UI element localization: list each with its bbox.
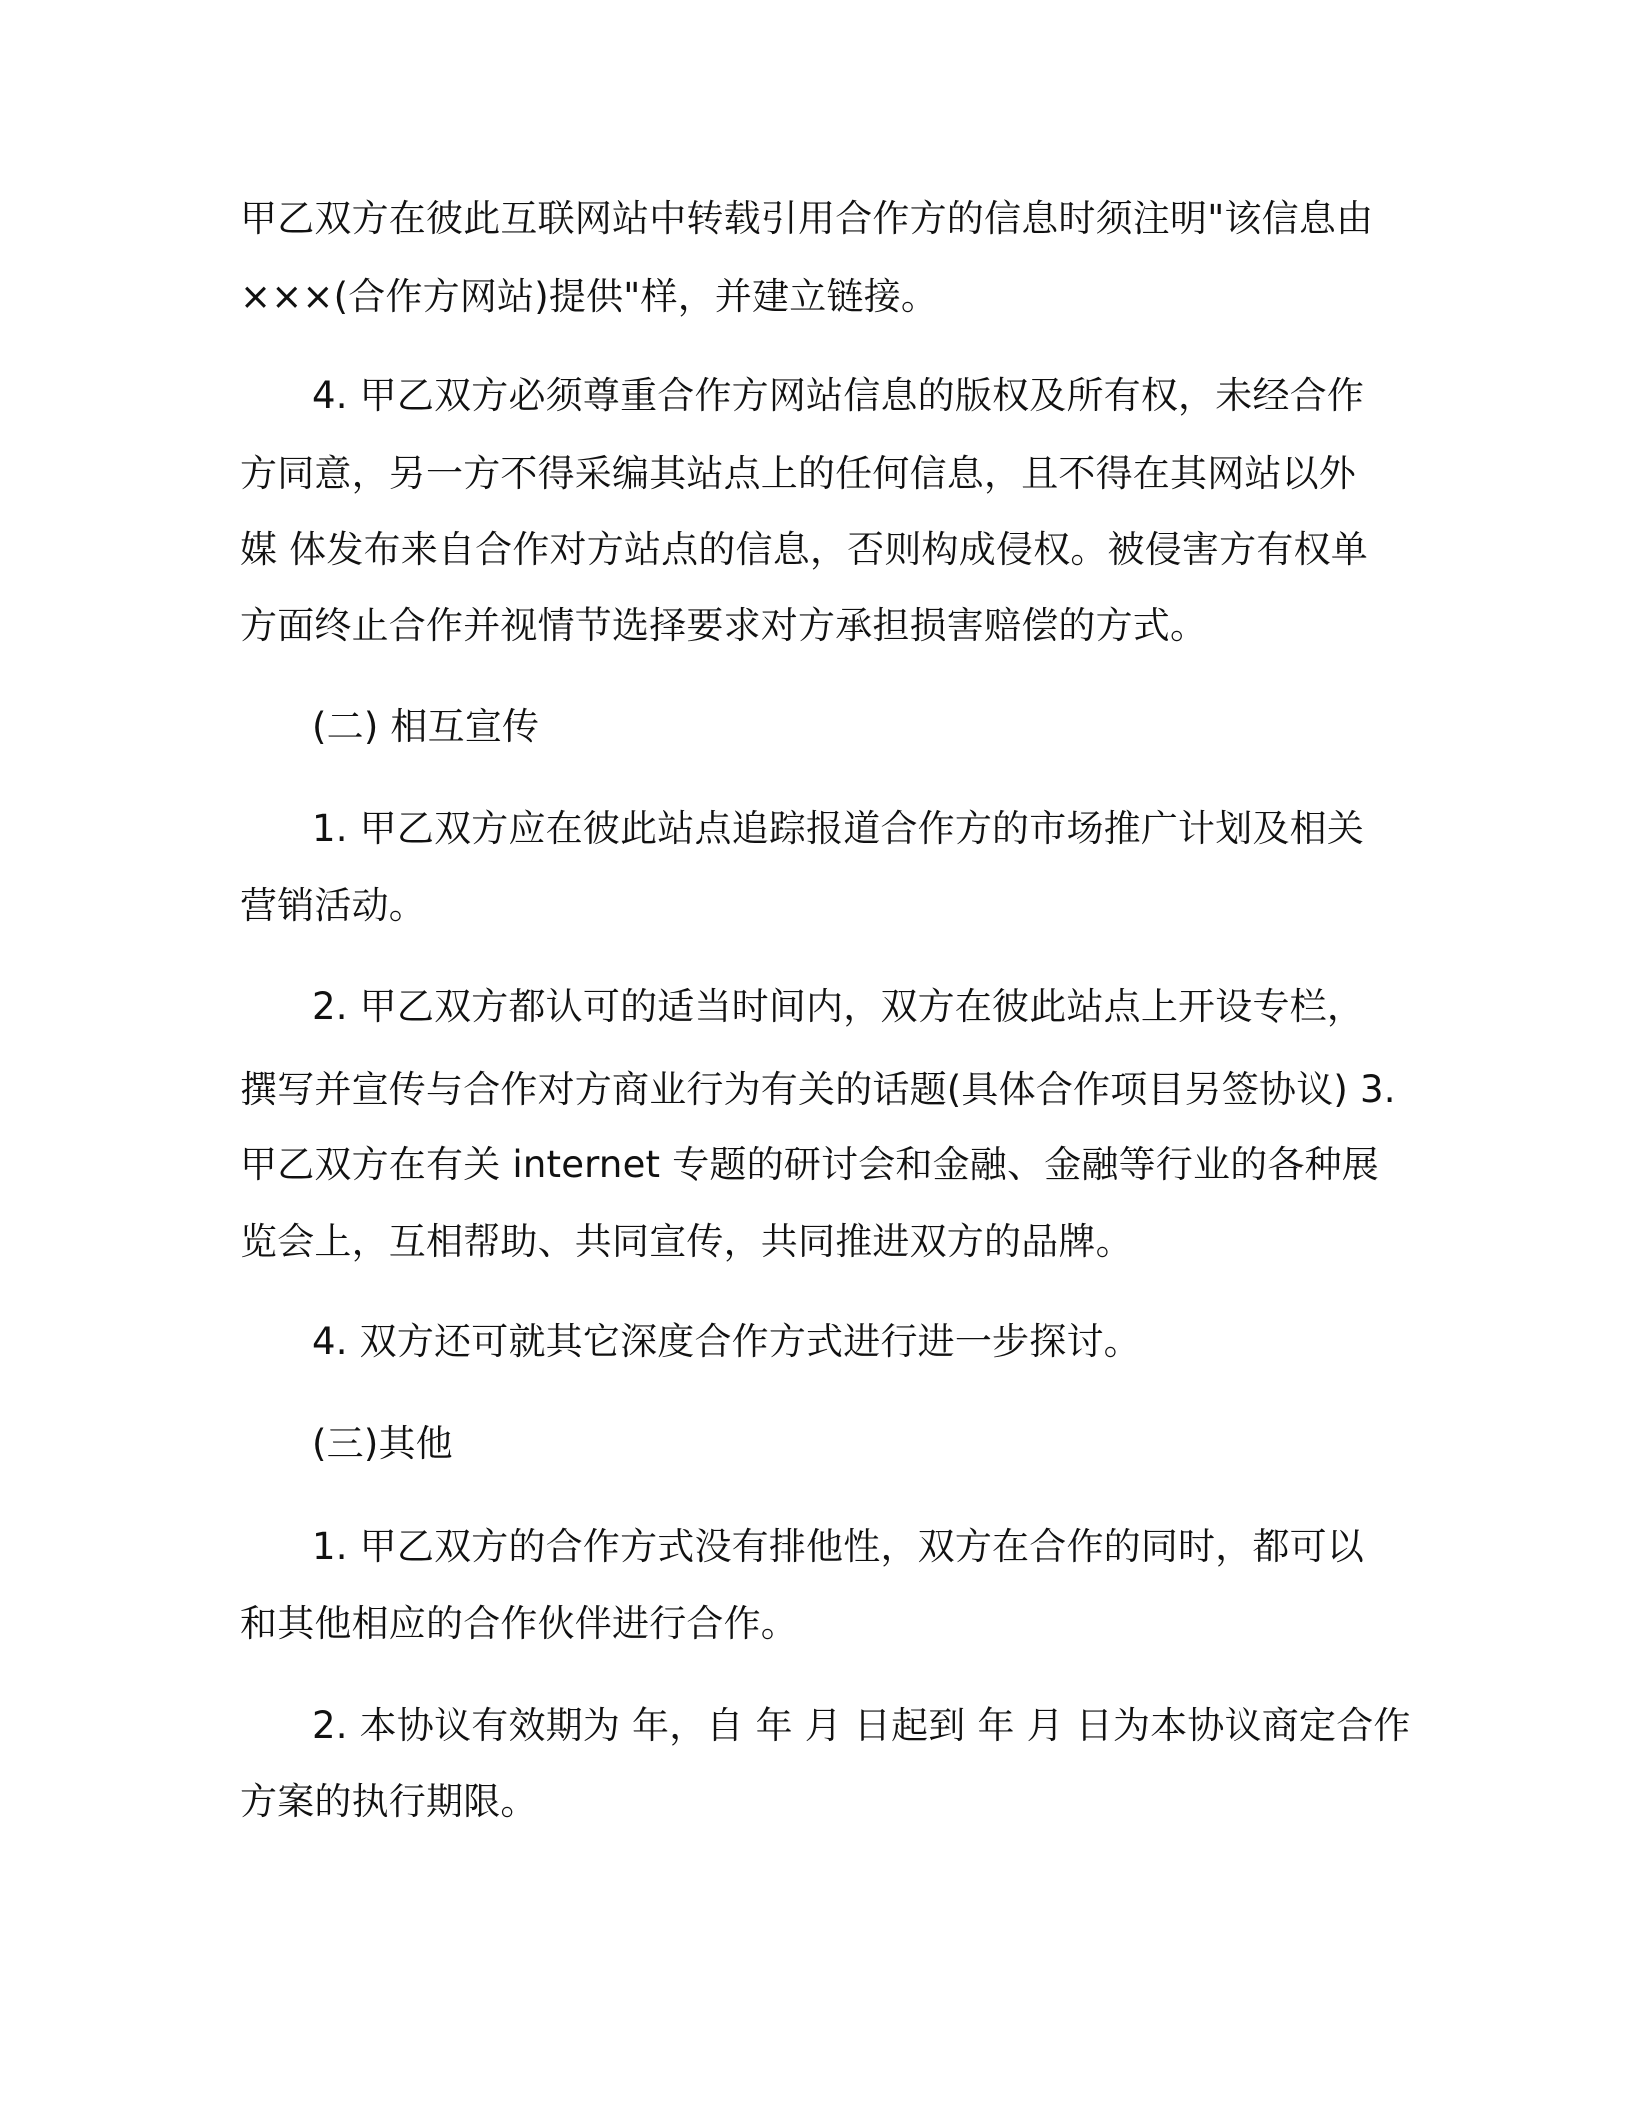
text-line: 和其他相应的合作伙伴进行合作。 [240,1602,798,1645]
text-line: ×××(合作方网站)提供"样，并建立链接。 [240,275,939,318]
text-line: 方同意，另一方不得采编其站点上的任何信息，且不得在其网站以外 [240,452,1356,495]
text-line: 方面终止合作并视情节选择要求对方承担损害赔偿的方式。 [240,604,1208,647]
section-heading: (二) 相互宣传 [312,705,540,748]
text-line: 1. 甲乙双方的合作方式没有排他性，双方在合作的同时，都可以 [312,1525,1365,1568]
text-line: 媒 体发布来自合作对方站点的信息，否则构成侵权。被侵害方有权单 [240,528,1368,571]
section-heading: (三)其他 [312,1422,453,1465]
text-line: 营销活动。 [240,884,426,927]
text-line: 甲乙双方在有关 internet 专题的研讨会和金融、金融等行业的各种展 [240,1143,1380,1186]
text-line: 2. 甲乙双方都认可的适当时间内，双方在彼此站点上开设专栏， [312,985,1365,1028]
text-line: 4. 甲乙双方必须尊重合作方网站信息的版权及所有权，未经合作 [312,374,1365,417]
text-line: 览会上，互相帮助、共同宣传，共同推进双方的品牌。 [240,1220,1133,1263]
text-line: 4. 双方还可就其它深度合作方式进行进一步探讨。 [312,1320,1141,1363]
text-line: 2. 本协议有效期为 年，自 年 月 日起到 年 月 日为本协议商定合作 [312,1704,1411,1747]
text-line: 1. 甲乙双方应在彼此站点追踪报道合作方的市场推广计划及相关 [312,807,1365,850]
text-line: 甲乙双方在彼此互联网站中转载引用合作方的信息时须注明"该信息由 [240,197,1374,240]
text-line: 撰写并宣传与合作对方商业行为有关的话题(具体合作项目另签协议) 3. [240,1068,1396,1111]
text-line: 方案的执行期限。 [240,1780,538,1823]
